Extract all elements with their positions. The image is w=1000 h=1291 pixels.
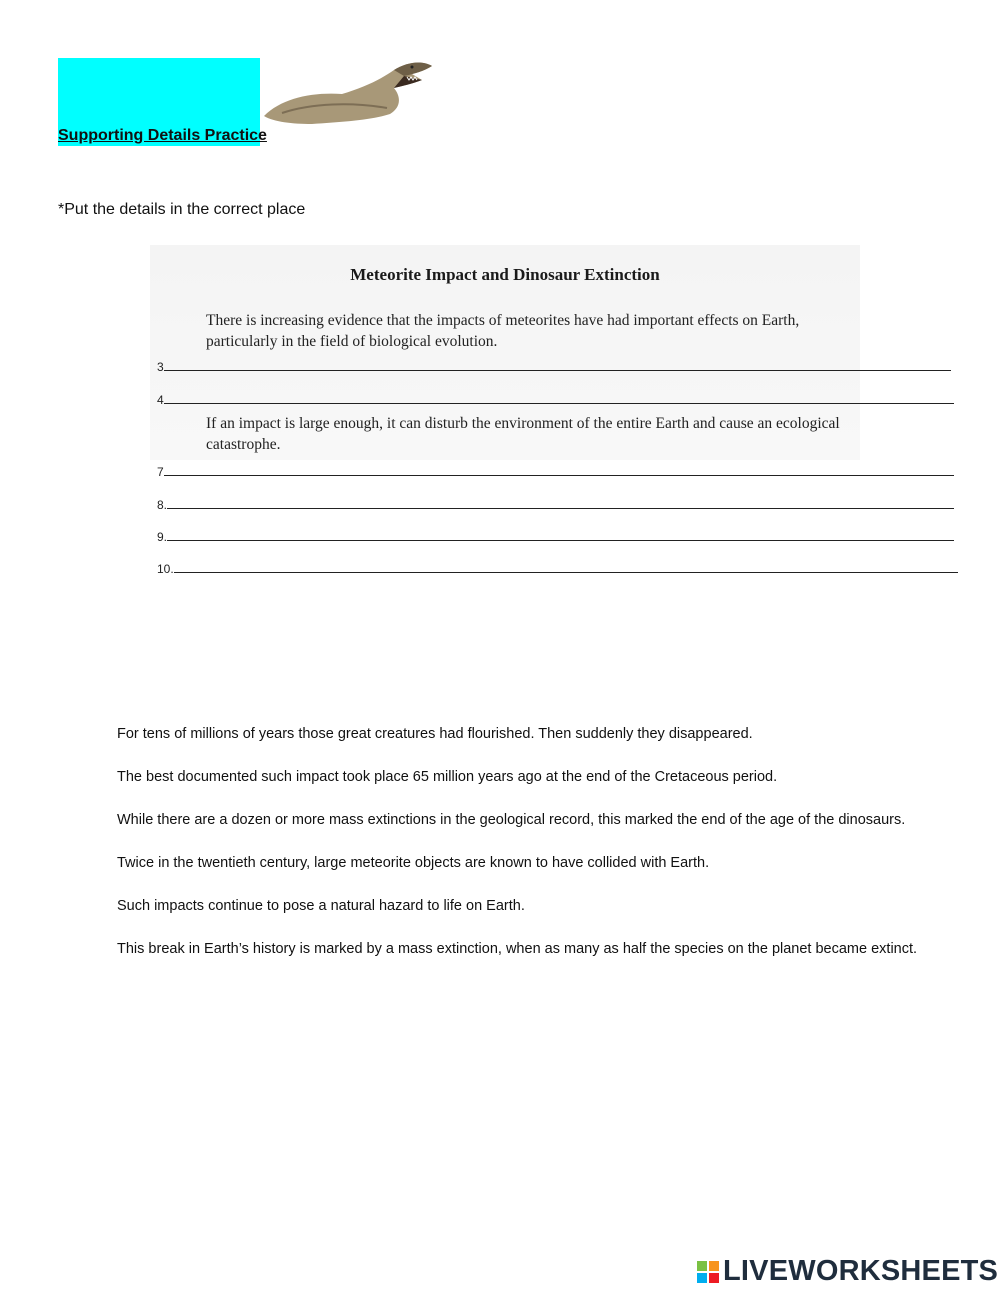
blank-number: 4 <box>157 393 164 407</box>
blank-number: 7 <box>157 465 164 479</box>
detail-sentence[interactable]: The best documented such impact took place 65 million years ago at the end of the Cretaceous period. <box>117 769 778 785</box>
detail-sentence[interactable]: Twice in the twentieth century, large meteorite objects are known to have collided with Earth. <box>117 855 710 871</box>
instruction-text: *Put the details in the correct place <box>58 201 306 218</box>
worksheet-title: Supporting Details Practice <box>58 127 267 144</box>
passage-title: Meteorite Impact and Dinosaur Extinction <box>350 265 660 284</box>
passage-image <box>150 245 860 460</box>
detail-sentence[interactable]: This break in Earth’s history is marked by a mass extinction, when as many as half the species on the planet became extinct. <box>117 941 918 957</box>
passage-paragraph-2: If an impact is large enough, it can disturb the environment of the entire Earth and cause an ecological catastrophe. <box>206 415 840 453</box>
logo-text: LIVEWORKSHEETS <box>723 1255 999 1287</box>
answer-blank-10[interactable] <box>157 558 958 576</box>
answer-blank-8[interactable] <box>157 494 954 512</box>
answer-blank-3[interactable] <box>157 356 951 374</box>
detail-sentence[interactable]: Such impacts continue to pose a natural hazard to life on Earth. <box>117 898 525 914</box>
blank-number: 10. <box>157 562 174 576</box>
blank-number: 3 <box>157 360 164 374</box>
answer-blank-4[interactable] <box>157 389 954 407</box>
liveworksheets-logo <box>697 1255 998 1288</box>
dinosaur-image <box>262 58 437 128</box>
blank-number: 8. <box>157 498 168 512</box>
answer-blank-9[interactable] <box>157 526 954 544</box>
logo-squares-icon <box>697 1261 719 1283</box>
passage-paragraph-1: There is increasing evidence that the impacts of meteorites have had important effects on Earth, particularly in the field of biological evolution. <box>206 312 800 350</box>
detail-sentence[interactable]: While there are a dozen or more mass extinctions in the geological record, this marked the end of the age of the dinosaurs. <box>117 812 906 828</box>
answer-blank-7[interactable] <box>157 461 954 479</box>
detail-sentence[interactable]: For tens of millions of years those great creatures had flourished. Then suddenly they disappeared. <box>117 726 753 742</box>
blank-number: 9. <box>157 530 168 544</box>
